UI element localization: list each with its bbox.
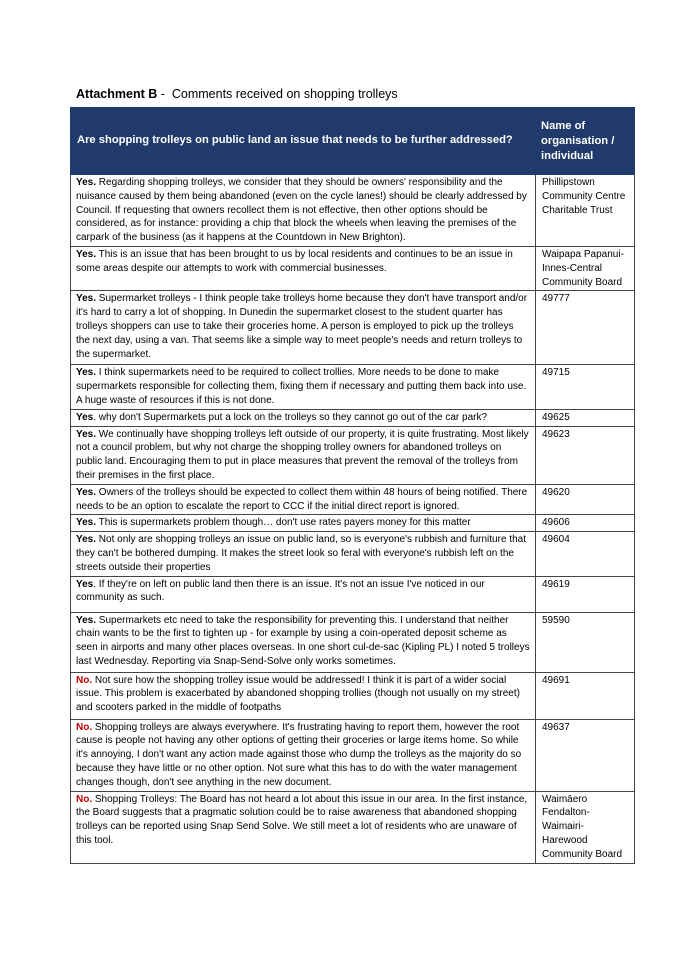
table-row	[71, 719, 635, 791]
answer-label: Yes.	[76, 248, 97, 260]
table-row	[71, 246, 635, 290]
heading-title: Comments received on shopping trolleys	[171, 87, 398, 101]
attachment-label: Attachment B	[76, 87, 158, 101]
respondent-name-cell: 49619	[536, 576, 635, 612]
respondent-name-cell: 49715	[536, 365, 635, 409]
table-body	[71, 175, 635, 864]
answer-label: Yes	[76, 578, 94, 590]
answer-label: No.	[76, 721, 93, 733]
respondent-name-cell: Phillipstown Community Centre Charitable Trust	[536, 175, 635, 247]
comment-cell	[71, 175, 536, 247]
comment-cell	[71, 365, 536, 409]
answer-label: Yes.	[76, 428, 97, 440]
comment-text: Shopping Trolleys: The Board has not heard a lot about this issue in our area. In the first instance, the Board suggests that a pragmatic solution could be to raise awareness that abandoned shopping trolleys can be reported using Snap Send Solve. We still meet a lot of residents who are unaware of this tool.	[76, 793, 528, 846]
comment-text: Not sure how the shopping trolley issue would be addressed! I think it is part of a wider social issue. This problem is exacerbated by abandoned shopping trollies (though not usually on my street) and scooters parked in the middle of footpaths	[76, 674, 520, 714]
comment-text: . why don't Supermarkets put a lock on the trolleys so they cannot go out of the car park?	[93, 411, 488, 423]
heading-separator: -	[157, 87, 172, 101]
comment-cell	[71, 484, 536, 515]
comment-text: I think supermarkets need to be required to collect trollies. More needs to be done to make supermarkets responsible for collecting them, fixing them if necessary and putting them back into use. A huge waste of resources if this is not done.	[76, 367, 527, 406]
table-row	[71, 576, 635, 612]
answer-label: Yes.	[76, 517, 97, 529]
answer-label: No.	[76, 674, 93, 686]
respondent-name-cell: 59590	[536, 612, 635, 672]
table-row	[71, 291, 635, 365]
answer-label: Yes.	[76, 177, 97, 188]
table-row	[71, 426, 635, 484]
respondent-name-cell: 49625	[536, 409, 635, 426]
table-row	[71, 672, 635, 719]
respondent-name-cell: 49623	[536, 426, 635, 484]
comment-cell	[71, 532, 536, 576]
comment-text: Shopping trolleys are always everywhere. It's frustrating having to report them, however the root cause is people not having any other options of getting their groceries or large items home. So while it's annoying, I don't want any action made against those who dump the trolleys as the majority do so because they have little or no other option. Not sure what this has to do with the water management changes though, don't see anything in the new document.	[76, 721, 522, 788]
respondent-name-cell: 49620	[536, 484, 635, 515]
comment-text: . If they're on left on public land then there is an issue. It's not an issue I've noticed in our community as such.	[76, 578, 485, 604]
table-row	[71, 175, 635, 247]
comment-text: Owners of the trolleys should be expected to collect them within 48 hours of being notified. There needs to be an option to escalate the report to CCC if the initial direct report is ignored.	[76, 486, 528, 512]
comment-text: Supermarkets etc need to take the responsibility for preventing this. I understand that neither chain wants to be the first to tighten up - for example by using a coin-operated deposit scheme as seen in airports and many other places overseas. In one short cul-de-sac (Kipling PL) I noted 5 trolleys last Wednesday. Reporting via Snap-Send-Solve only works sometimes.	[76, 614, 530, 667]
table-header-row	[71, 108, 635, 175]
table-row	[71, 365, 635, 409]
table-row	[71, 409, 635, 426]
comment-cell	[71, 791, 536, 863]
table-row	[71, 612, 635, 672]
question-header: Are shopping trolleys on public land an issue that needs to be further addressed?	[71, 108, 536, 175]
comment-text: Supermarket trolleys - I think people take trolleys home because they don't have transport and/or it's hard to carry a lot of shopping. In Dunedin the supermarket closest to the student quarter has trolleys shoppers can use to take their groceries home. A person is employed to pick up the trolleys the next day, using a van. That seems like a simple way to meet people's needs and return trolleys to the supermarket.	[76, 293, 528, 360]
respondent-name-cell: 49606	[536, 515, 635, 532]
answer-label: No.	[76, 793, 93, 805]
answer-label: Yes.	[76, 367, 97, 379]
respondent-name-cell: 49604	[536, 532, 635, 576]
respondent-name-cell: 49691	[536, 672, 635, 719]
comment-cell	[71, 426, 536, 484]
comment-text: Not only are shopping trolleys an issue on public land, so is everyone's rubbish and furniture that they can't be bothered dumping. It makes the street look so feral with everyone's rubbish left on the streets outside their properties	[76, 534, 526, 573]
answer-label: Yes	[76, 411, 94, 423]
answer-label: Yes.	[76, 293, 97, 305]
table-row	[71, 791, 635, 863]
respondent-name-cell: Waimāero Fendalton-Waimairi-Harewood Community Board	[536, 791, 635, 863]
comment-cell	[71, 576, 536, 612]
table-row	[71, 532, 635, 576]
respondent-name-cell: Waipapa Papanui-Innes-Central Community Board	[536, 246, 635, 290]
attachment-heading	[76, 87, 398, 101]
respondent-name-cell: 49777	[536, 291, 635, 365]
answer-label: Yes.	[76, 614, 97, 626]
table-row	[71, 515, 635, 532]
answer-label: Yes.	[76, 534, 97, 546]
comment-cell	[71, 409, 536, 426]
respondent-name-cell: 49637	[536, 719, 635, 791]
comment-text: We continually have shopping trolleys left outside of our property, it is quite frustrating. Most likely not a council problem, but why not charge the shopping trolley owners for abandoned trolleys on public land. Encouraging them to put in place measures that prevent the removal of the trolleys from their premises in the first place.	[76, 428, 529, 481]
answer-label: Yes.	[76, 486, 97, 498]
comment-cell	[71, 246, 536, 290]
comment-text: This is supermarkets problem though… don't use rates payers money for this matter	[96, 517, 471, 529]
comment-cell	[71, 719, 536, 791]
table-row	[71, 484, 635, 515]
comment-cell	[71, 515, 536, 532]
comment-cell	[71, 291, 536, 365]
comment-cell	[71, 672, 536, 719]
comments-table	[70, 107, 635, 864]
name-header: Name of organisation / individual	[536, 108, 635, 175]
comment-text: Regarding shopping trolleys, we consider that they should be owners' responsibility and the nuisance caused by them being abandoned (even on the cycle lanes!) should be clearly addressed by Council. If requesting that owners recollect them is not effective, then other options should be considered, as for instance: providing a chip that block the wheels when leaving the premises of the carpark of the business (as it happens at the Countdown in New Brighton).	[76, 177, 527, 244]
comment-cell	[71, 612, 536, 672]
comment-text: This is an issue that has been brought to us by local residents and continues to be an issue in some areas despite our attempts to work with commercial businesses.	[76, 248, 513, 274]
